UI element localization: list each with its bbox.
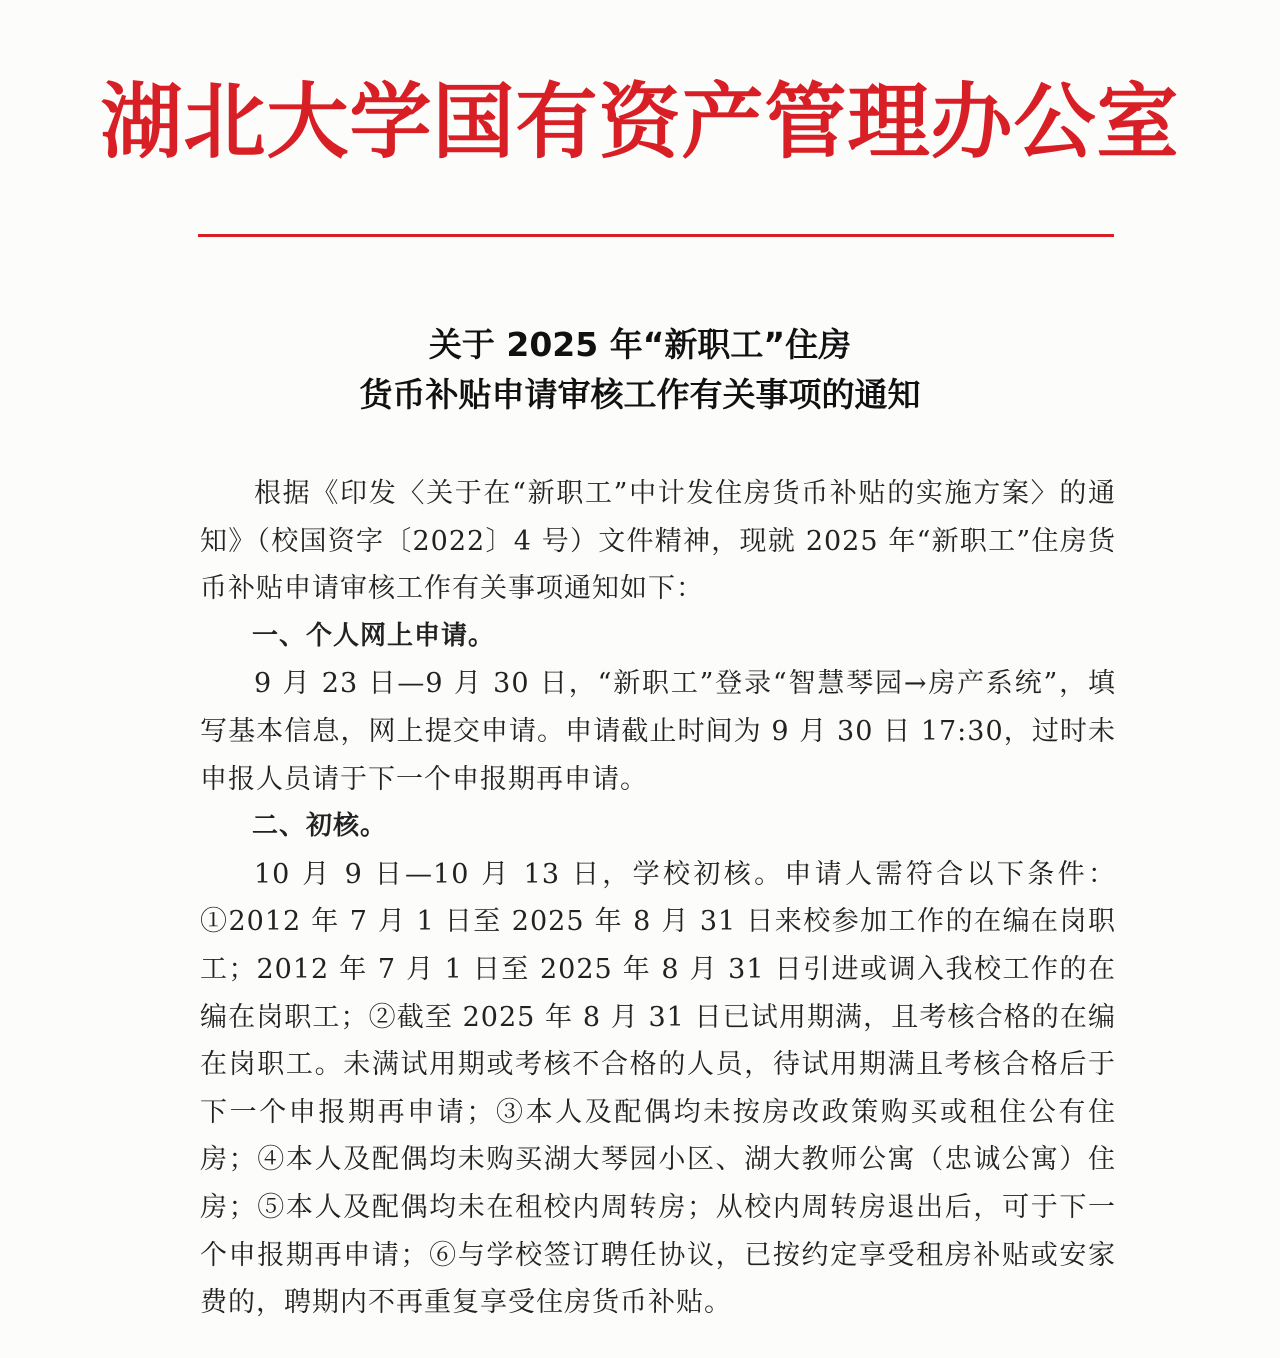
section1-paragraph: 9 月 23 日—9 月 30 日，“新职工”登录“智慧琴园→房产系统”，填写基本信息，网上提交申请。申请截止时间为 9 月 30 日 17:30，过时未申报人员请于下一个申报期再申请。 (200, 668, 1116, 795)
notice-title-line2: 货币补贴申请审核工作有关事项的通知 (359, 375, 921, 414)
section2-heading: 二、初核。 (252, 811, 388, 842)
notice-body (200, 470, 1116, 1327)
letterhead-org-name: 湖北大学国有资产管理办公室 (100, 74, 1180, 170)
section2-paragraph: 10 月 9 日—10 月 13 日，学校初核。申请人需符合以下条件：①2012 年 7 月 1 日至 2025 年 8 月 31 日来校参加工作的在编在岗职工；2012 年 7 月 1 日至 2025 年 8 月 31 日引进或调入我校工作的在编在岗职工；②截至 2025 年 8 月 31 日已试用期满，且考核合格的在编在岗职工。未满试用期或考核不合格的人员，待试用期满且考核合格后于下一个申报期再申请；③本人及配偶均未按房改政策购买或租住公有住房；④本人及配偶均未购买湖大琴园小区、湖大教师公寓（忠诚公寓）住房；⑤本人及配偶均未在租校内周转房；从校内周转房退出后，可于下一个申报期再申请；⑥与学校签订聘任协议，已按约定享受租房补贴或安家费的，聘期内不再重复享受住房货币补贴。 (200, 858, 1116, 1319)
notice-title-line1: 关于 2025 年“新职工”住房 (428, 325, 852, 364)
notice-title (0, 320, 1280, 420)
intro-paragraph: 根据《印发〈关于在“新职工”中计发住房货币补贴的实施方案〉的通知》（校国资字〔2022〕4 号）文件精神，现就 2025 年“新职工”住房货币补贴申请审核工作有关事项通知如下： (200, 478, 1116, 605)
letterhead-red-rule (198, 234, 1114, 237)
section1-heading: 一、个人网上申请。 (252, 620, 496, 651)
